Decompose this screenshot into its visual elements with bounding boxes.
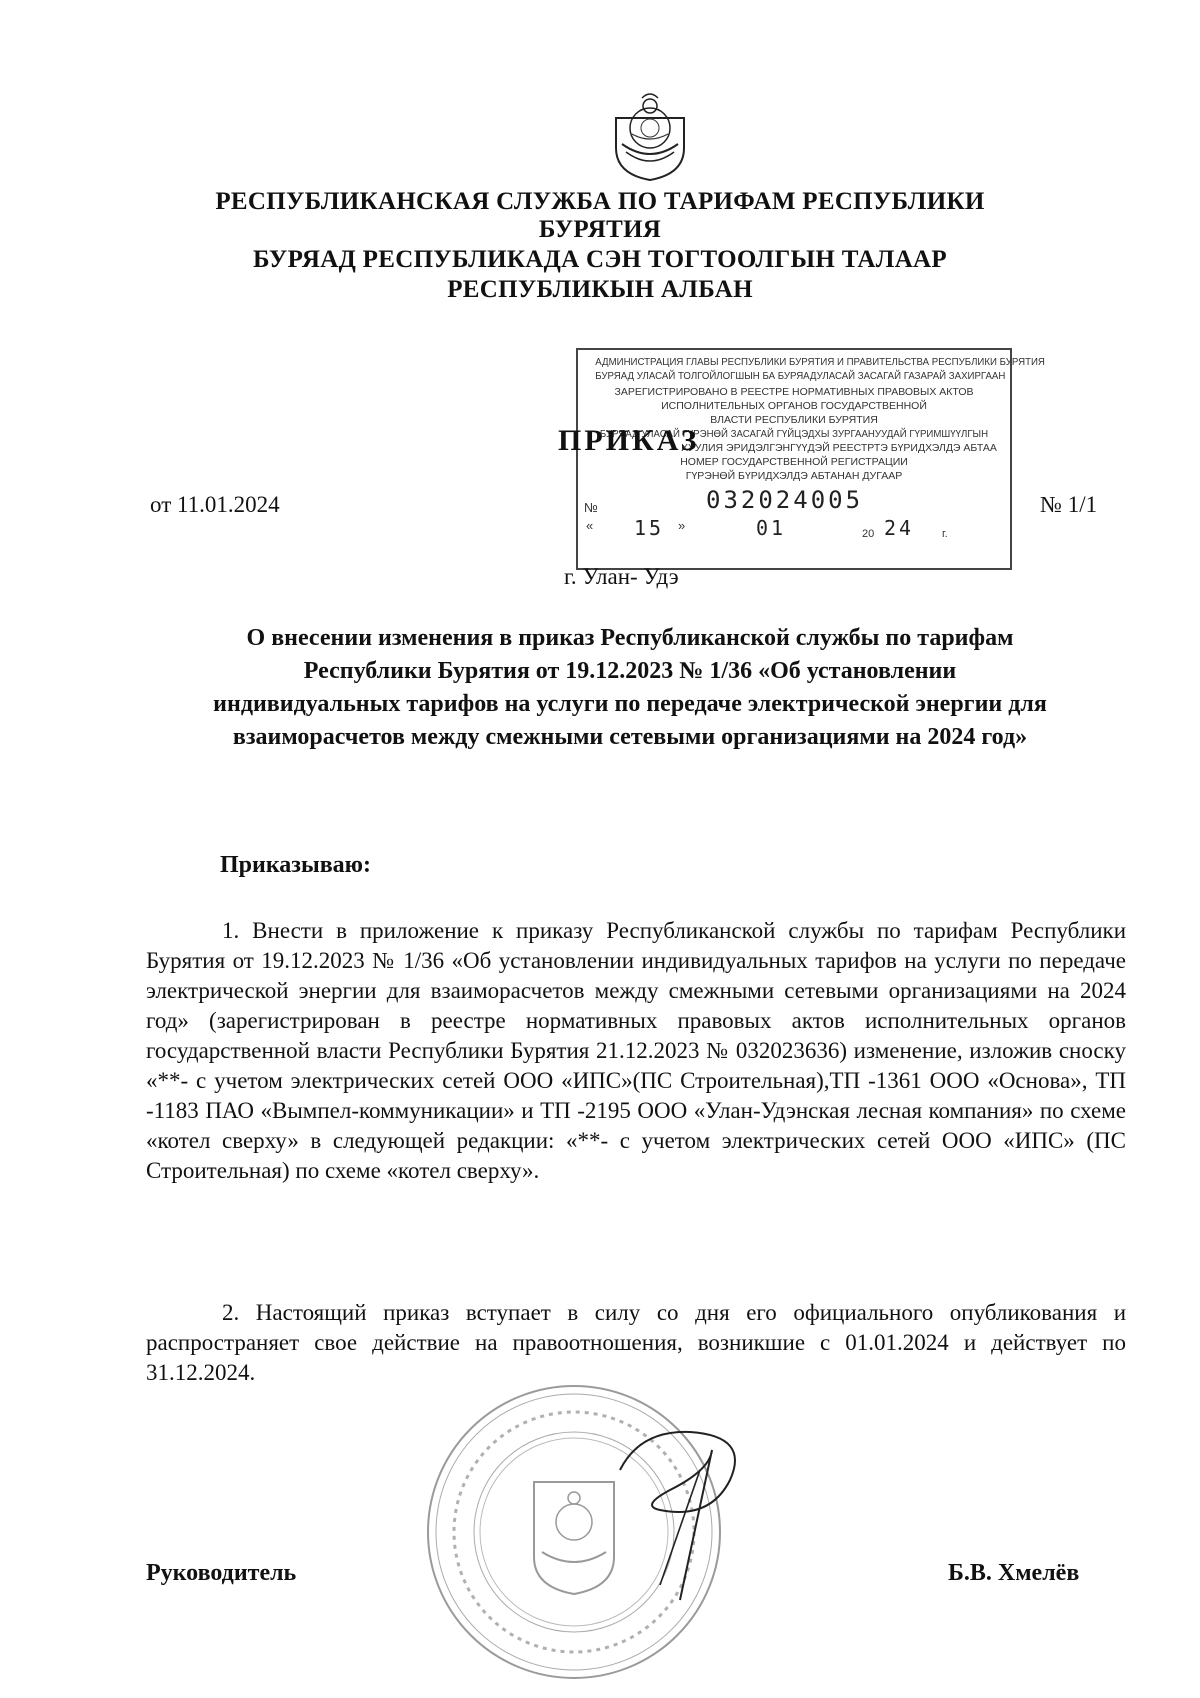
stamp-month: 01 bbox=[756, 516, 787, 540]
handwritten-signature bbox=[600, 1410, 800, 1610]
stamp-line: НОМЕР ГОСУДАРСТВЕННОЙ РЕГИСТРАЦИИ bbox=[680, 456, 908, 468]
stamp-year-label: г. bbox=[942, 528, 948, 540]
document-subject bbox=[140, 622, 1120, 754]
subject-line: О внесении изменения в приказ Республиканской службы по тарифам bbox=[246, 625, 1014, 651]
stamp-day: 15 bbox=[634, 516, 665, 540]
stamp-line: ГҮРЭНӨЙ БҮРИДХЭЛДЭ АБТАНАН ДУГААР bbox=[685, 470, 903, 482]
header-org-name-line2: БУРЯТИЯ bbox=[538, 216, 662, 243]
document-city: г. Улан- Удэ bbox=[564, 564, 679, 589]
signatory-title: Руководитель bbox=[146, 1560, 297, 1586]
stamp-number-label: № bbox=[584, 500, 598, 515]
header-org-name-buryat-line2: РЕСПУБЛИКЫН АЛБАН bbox=[447, 276, 753, 303]
subject-line: Республики Бурятия от 19.12.2023 № 1/36 «Об установлении bbox=[303, 658, 957, 684]
order-verb: Приказываю: bbox=[220, 852, 371, 878]
stamp-year-suffix: 24 bbox=[884, 516, 915, 540]
stamp-line: БУРЯАД УЛАСАЙ ГҮРЭНӨЙ ЗАСАГАЙ ГҮЙЦЭДХЫ ЗУРГААНУУДАЙ ГҮРИМШҮҮЛГЫН bbox=[599, 428, 989, 440]
stamp-line: АДМИНИСТРАЦИЯ ГЛАВЫ РЕСПУБЛИКИ БУРЯТИЯ И ПРАВИТЕЛЬСТВА РЕСПУБЛИКИ БУРЯТИЯ bbox=[595, 356, 1045, 368]
stamp-line: ХУУЛИЯ ЭРИДЭЛГЭНГҮҮДЭЙ РЕЕСТРТЭ БҮРИДХЭЛДЭ АБТАА bbox=[681, 442, 997, 454]
order-paragraph-2: 2. Настоящий приказ вступает в силу со дня его официального опубликования и распространяет свое действие на правоотношения, возникшие с 01.01.2024 и действует по 31.12.2024. bbox=[146, 1300, 1126, 1385]
stamp-line: БУРЯАД УЛАСАЙ ТОЛГОЙЛОГШЫН БА БУРЯАДУЛАСАЙ ЗАСАГАЙ ГАЗАРАЙ ЗАХИРГААН bbox=[595, 370, 1006, 382]
document-date: от 11.01.2024 bbox=[150, 492, 280, 517]
document-number: № 1/1 bbox=[1040, 492, 1098, 517]
header-org-name-buryat-line1: БУРЯАД РЕСПУБЛИКАДА СЭН ТОГТООЛГЫН ТАЛААР bbox=[252, 246, 947, 273]
stamp-line: ВЛАСТИ РЕСПУБЛИКИ БУРЯТИЯ bbox=[710, 414, 878, 426]
document-type-title: ПРИКАЗ bbox=[558, 424, 700, 457]
signatory-name: Б.В. Хмелёв bbox=[948, 1560, 1080, 1586]
stamp-registration-number: 032024005 bbox=[706, 486, 864, 514]
coat-of-arms-emblem bbox=[602, 88, 698, 184]
subject-line: индивидуальных тарифов на услуги по передаче электрической энергии для bbox=[213, 691, 1047, 717]
order-paragraph-1: 1. Внести в приложение к приказу Республиканской службы по тарифам Республики Бурятия от 19.12.2023 № 1/36 «Об установлении индивидуальных тарифов на услуги по передаче электрической энергии для взаиморасчетов между смежными сетевыми организациями на 2024 год» (зарегистрирован в реестре нормативных правовых актов исполнительных органов государственной власти Республики Бурятия 21.12.2023 № 032023636) изменение, изложив сноску «**- с учетом электрических сетей ООО «ИПС»(ПС Строительная),ТП -1361 ООО «Основа», ТП -1183 ПАО «Вымпел-коммуникации» и ТП -2195 ООО «Улан-Удэнская лесная компания» по схеме «котел сверху» в следующей редакции: «**- с учетом электрических сетей ООО «ИПС» (ПС Строительная) по схеме «котел сверху». bbox=[146, 918, 1126, 1183]
subject-line: взаиморасчетов между смежными сетевыми организациями на 2024 год» bbox=[232, 724, 1028, 750]
registration-stamp: АДМИНИСТРАЦИЯ ГЛАВЫ РЕСПУБЛИКИ БУРЯТИЯ И ПРАВИТЕЛЬСТВА РЕСПУБЛИКИ БУРЯТИЯ БУРЯАД УЛАСАЙ ТОЛГОЙЛОГШЫН БА БУРЯАДУЛАСАЙ ЗАСАГАЙ ГАЗАРАЙ ЗАХИРГААН ЗАРЕГИСТРИРОВАНО В РЕЕСТРЕ НОРМАТИВНЫХ ПРАВОВЫХ АКТОВ ИСПОЛНИТЕЛЬНЫХ ОРГАНОВ ГОСУДАРСТВЕННОЙ ВЛАСТИ РЕСПУБЛИКИ БУРЯТИЯ БУРЯАД УЛАСАЙ ГҮРЭНӨЙ ЗАСАГАЙ ГҮЙЦЭДХЫ ЗУРГААНУУДАЙ ГҮРИМШҮҮЛГЫН ХУУЛИЯ ЭРИДЭЛГЭНГҮҮДЭЙ РЕЕСТРТЭ БҮРИДХЭЛДЭ АБТАА НОМЕР ГОСУДАРСТВЕННОЙ РЕГИСТРАЦИИ ГҮРЭНӨЙ БҮРИДХЭЛДЭ АБТАНАН ДУГААР № 032024005 « 15 » 01 20 24 г. bbox=[576, 348, 1012, 570]
stamp-line: ЗАРЕГИСТРИРОВАНО В РЕЕСТРЕ НОРМАТИВНЫХ ПРАВОВЫХ АКТОВ bbox=[614, 386, 974, 398]
stamp-year-prefix: 20 bbox=[862, 528, 875, 540]
stamp-line: ИСПОЛНИТЕЛЬНЫХ ОРГАНОВ ГОСУДАРСТВЕННОЙ bbox=[661, 400, 927, 412]
header-org-name-line1: РЕСПУБЛИКАНСКАЯ СЛУЖБА ПО ТАРИФАМ РЕСПУБЛИКИ bbox=[215, 188, 985, 215]
